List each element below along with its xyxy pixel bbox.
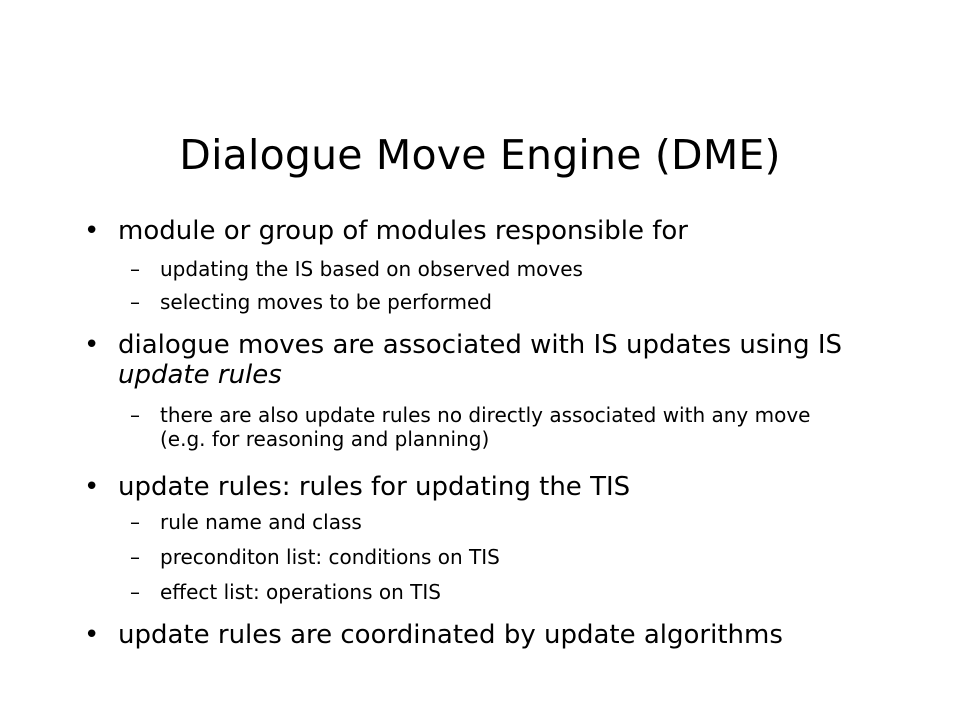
dash-icon: –: [130, 580, 140, 604]
bullet-text: [118, 330, 842, 390]
sub-bullet-item: [130, 257, 860, 281]
bullet-text: update rules are coordinated by update algorithms: [118, 620, 783, 650]
bullet-item: [84, 216, 878, 246]
bullet-text-emphasis: update rules: [118, 360, 282, 390]
dash-icon: –: [130, 257, 140, 281]
bullet-item: [84, 330, 878, 390]
bullet-text-plain: dialogue moves are associated with IS updates using IS: [118, 330, 843, 360]
bullet-text: module or group of modules responsible for: [118, 216, 688, 246]
bullet-text: update rules: rules for updating the TIS: [118, 472, 631, 502]
bullet-icon: •: [84, 620, 100, 650]
sub-bullet-item: [130, 510, 860, 534]
dash-icon: –: [130, 510, 140, 534]
sub-bullet-item: [130, 290, 860, 314]
dash-icon: –: [130, 403, 140, 427]
bullet-icon: •: [84, 472, 100, 502]
sub-bullet-item: [130, 403, 860, 451]
sub-bullet-text: rule name and class: [160, 510, 362, 534]
sub-bullet-text: updating the IS based on observed moves: [160, 257, 583, 281]
sub-bullet-text: preconditon list: conditions on TIS: [160, 545, 500, 569]
bullet-icon: •: [84, 330, 100, 360]
dash-icon: –: [130, 290, 140, 314]
sub-bullet-text: effect list: operations on TIS: [160, 580, 441, 604]
dash-icon: –: [130, 545, 140, 569]
sub-bullet-text: selecting moves to be performed: [160, 290, 492, 314]
sub-bullet-item: [130, 580, 860, 604]
sub-bullet-text: there are also update rules no directly associated with any move (e.g. for reasoning and planning): [160, 403, 811, 451]
bullet-item: [84, 620, 878, 650]
bullet-item: [84, 472, 878, 502]
sub-bullet-item: [130, 545, 860, 569]
slide-title: Dialogue Move Engine (DME): [179, 131, 781, 180]
bullet-icon: •: [84, 216, 100, 246]
